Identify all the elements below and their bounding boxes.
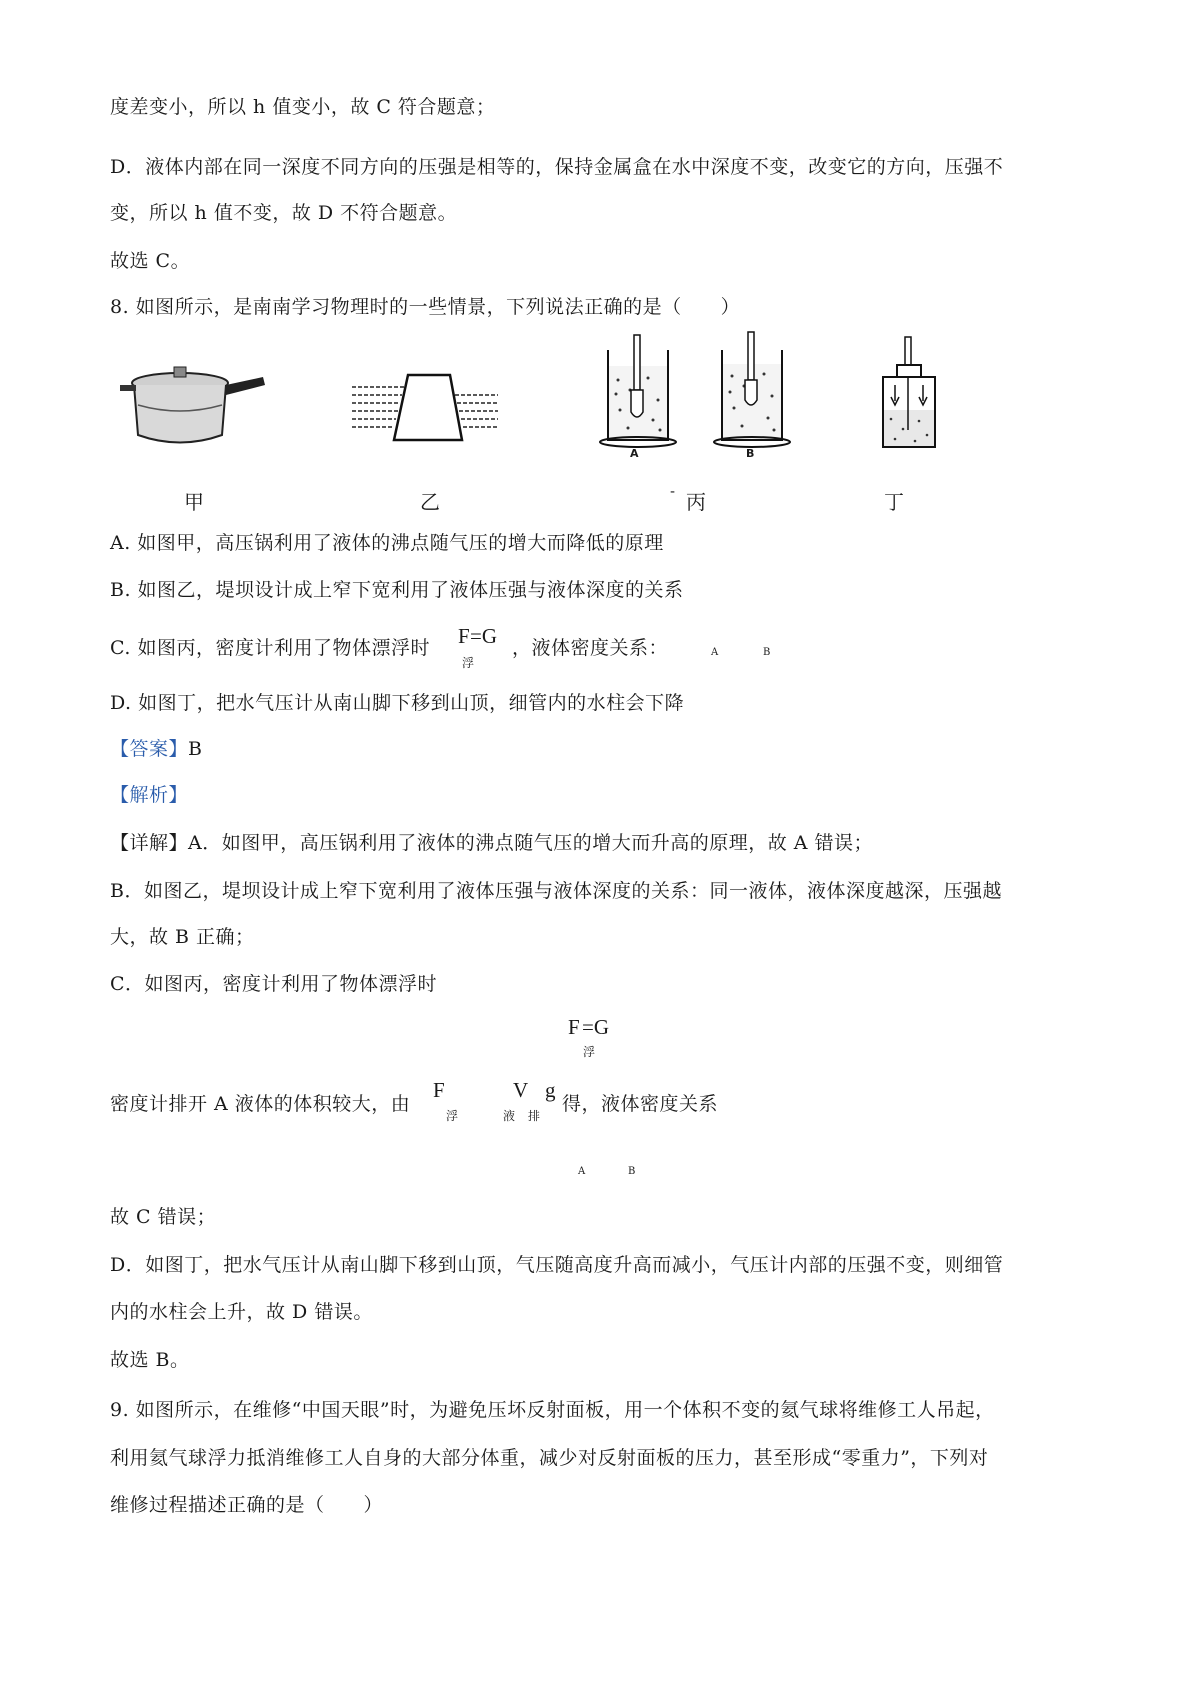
- answer-value: B: [188, 738, 203, 760]
- question-9-line-2: 利用氦气球浮力抵消维修工人自身的大部分体重，减少对反射面板的压力，甚至形成“零重力”，下列对: [110, 1447, 989, 1469]
- figure-label-bing: 丙: [686, 490, 706, 514]
- density-sub-b-detail: B: [628, 1166, 636, 1177]
- formula-fu-sub: 浮: [462, 656, 475, 670]
- detail-d-1: D．如图丁，把水气压计从南山脚下移到山顶，气压随高度升高而减小，气压计内部的压强不变，则细管: [110, 1254, 1004, 1276]
- formula-ye-sub: 液: [503, 1109, 516, 1123]
- barometer-bottle-figure: [875, 335, 945, 455]
- detail-c-2-prefix: 密度计排开 A 液体的体积较大，由: [110, 1093, 411, 1115]
- text-line: 故选 C。: [110, 250, 191, 272]
- detail-b-1: B．如图乙，堤坝设计成上窄下宽利用了液体压强与液体深度的关系：同一液体，液体深度越深，压强越: [110, 880, 1002, 902]
- density-sub-a: A: [711, 647, 719, 658]
- question-8: 8. 如图所示，是南南学习物理时的一些情景，下列说法正确的是（ ）: [110, 296, 741, 318]
- formula-f-detail: F: [433, 1078, 445, 1102]
- question-9-line-1: 9. 如图所示，在维修“中国天眼”时，为避免压坏反射面板，用一个体积不变的氦气球将维修工人吊起，: [110, 1399, 995, 1421]
- density-sub-b: B: [763, 647, 771, 658]
- figure-label-ding: 丁: [884, 490, 904, 514]
- choose-b: 故选 B。: [110, 1349, 190, 1371]
- density-sub-a-detail: A: [578, 1166, 586, 1177]
- dam-figure: [350, 365, 500, 445]
- text-line: 变，所以 h 值不变，故 D 不符合题意。: [110, 202, 458, 224]
- option-a: A. 如图甲，高压锅利用了液体的沸点随气压的增大而降低的原理: [110, 532, 664, 554]
- formula-pai-sub: 排: [528, 1109, 541, 1123]
- detail-c-2-suffix: 得，液体密度关系: [562, 1093, 719, 1115]
- question-9-line-3: 维修过程描述正确的是（ ）: [110, 1494, 384, 1516]
- figure-dash: -: [670, 484, 676, 500]
- option-d: D. 如图丁，把水气压计从南山脚下移到山顶，细管内的水柱会下降: [110, 692, 685, 714]
- detail-tag: 【详解】: [110, 832, 189, 854]
- formula-eq-g: =G: [470, 624, 498, 648]
- option-c-suffix: ，液体密度关系：: [512, 637, 669, 659]
- text-line: 度差变小，所以 h 值变小，故 C 符合题意；: [110, 96, 496, 118]
- formula-fu-sub-center: 浮: [583, 1045, 596, 1059]
- formula-eq-g-center: =G: [582, 1015, 610, 1039]
- formula-f-center: F: [568, 1015, 580, 1039]
- formula-f: F: [458, 624, 470, 648]
- answer-tag: 【答案】: [110, 738, 189, 760]
- detail-a: [110, 828, 873, 855]
- pressure-cooker-figure: [118, 355, 268, 450]
- answer: [110, 734, 202, 761]
- analysis-tag: 【解析】: [110, 784, 189, 806]
- detail-d-2: 内的水柱会上升，故 D 错误。: [110, 1301, 373, 1323]
- figure-label-jia: 甲: [184, 490, 204, 514]
- detail-a-text: A．如图甲，高压锅利用了液体的沸点随气压的增大而升高的原理，故 A 错误；: [188, 832, 874, 854]
- formula-fu-sub-detail: 浮: [446, 1109, 459, 1123]
- hydrometer-figure-a: [598, 330, 683, 455]
- formula-v: V: [513, 1078, 529, 1102]
- hydrometer-figure-b: [712, 330, 797, 455]
- detail-c-3: 故 C 错误；: [110, 1206, 217, 1228]
- option-c-prefix: C. 如图丙，密度计利用了物体漂浮时: [110, 637, 430, 659]
- text-line: D．液体内部在同一深度不同方向的压强是相等的，保持金属盒在水中深度不变，改变它的方向，压强不: [110, 156, 1004, 178]
- hydrometer-label-b: B: [746, 447, 755, 460]
- hydrometer-label-a: A: [630, 447, 639, 460]
- figure-label-yi: 乙: [420, 490, 440, 514]
- detail-c-1: C．如图丙，密度计利用了物体漂浮时: [110, 973, 438, 995]
- formula-g: g: [545, 1078, 556, 1102]
- detail-b-2: 大，故 B 正确；: [110, 926, 255, 948]
- option-b: B. 如图乙，堤坝设计成上窄下宽利用了液体压强与液体深度的关系: [110, 579, 684, 601]
